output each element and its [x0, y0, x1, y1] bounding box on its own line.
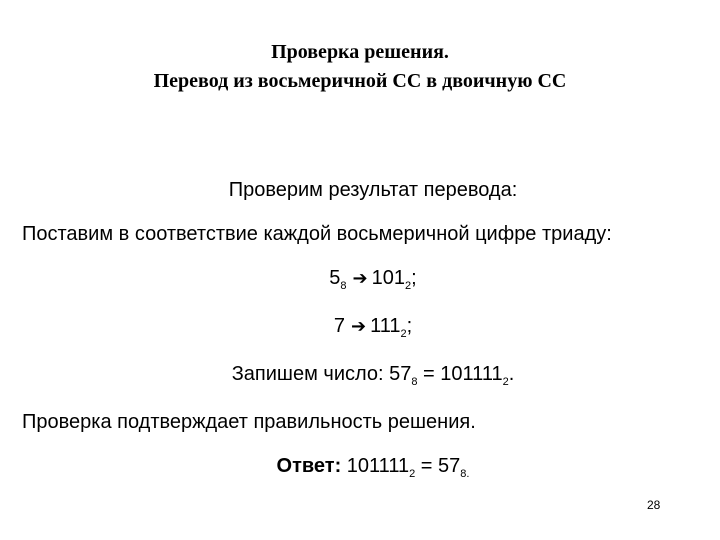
answer-label: Ответ: — [276, 455, 342, 477]
title-line-1: Проверка решения. — [271, 41, 449, 63]
answer-octal: 57 — [438, 455, 461, 477]
octal-digit: 7 — [333, 315, 345, 337]
right-arrow-icon: ➔ — [350, 316, 367, 337]
record-equals: = — [417, 363, 441, 385]
title-line-2: Перевод из восьмеричной СС в двоичную СС — [153, 70, 567, 92]
slide-title — [0, 38, 720, 96]
octal-digit: 5 — [329, 267, 341, 289]
mapping-row-7 — [0, 314, 720, 339]
record-line — [0, 362, 720, 386]
record-octal-base: 8 — [411, 376, 418, 388]
binary-triad: 101 — [371, 267, 406, 289]
right-arrow-icon: ➔ — [352, 268, 368, 289]
instruction-text: Поставим в соответствие каждой восьмеричной цифре триаду: — [22, 223, 612, 245]
octal-base: 8 — [340, 280, 347, 292]
record-binary-base: 2 — [502, 376, 509, 388]
answer-binary-base: 2 — [409, 468, 416, 480]
verification-text: Проверка подтверждает правильность решения. — [22, 411, 476, 433]
intro-text: Проверим результат перевода: — [228, 179, 518, 201]
mapping-row-5 — [0, 266, 720, 291]
record-binary: 101111 — [440, 363, 503, 385]
record-octal: 57 — [389, 363, 412, 385]
record-end: . — [508, 363, 515, 385]
answer-octal-base: 8. — [460, 468, 470, 480]
page-number: 28 — [647, 498, 661, 512]
answer-line — [0, 454, 720, 478]
answer-binary: 101111 — [346, 455, 410, 477]
binary-base: 2 — [405, 280, 412, 292]
answer-equals: = — [415, 455, 439, 477]
record-label: Запишем число: — [231, 363, 390, 385]
row-suffix: ; — [411, 267, 417, 289]
binary-base: 2 — [400, 328, 407, 340]
binary-triad: 111 — [370, 315, 401, 337]
row-suffix: ; — [406, 315, 413, 337]
